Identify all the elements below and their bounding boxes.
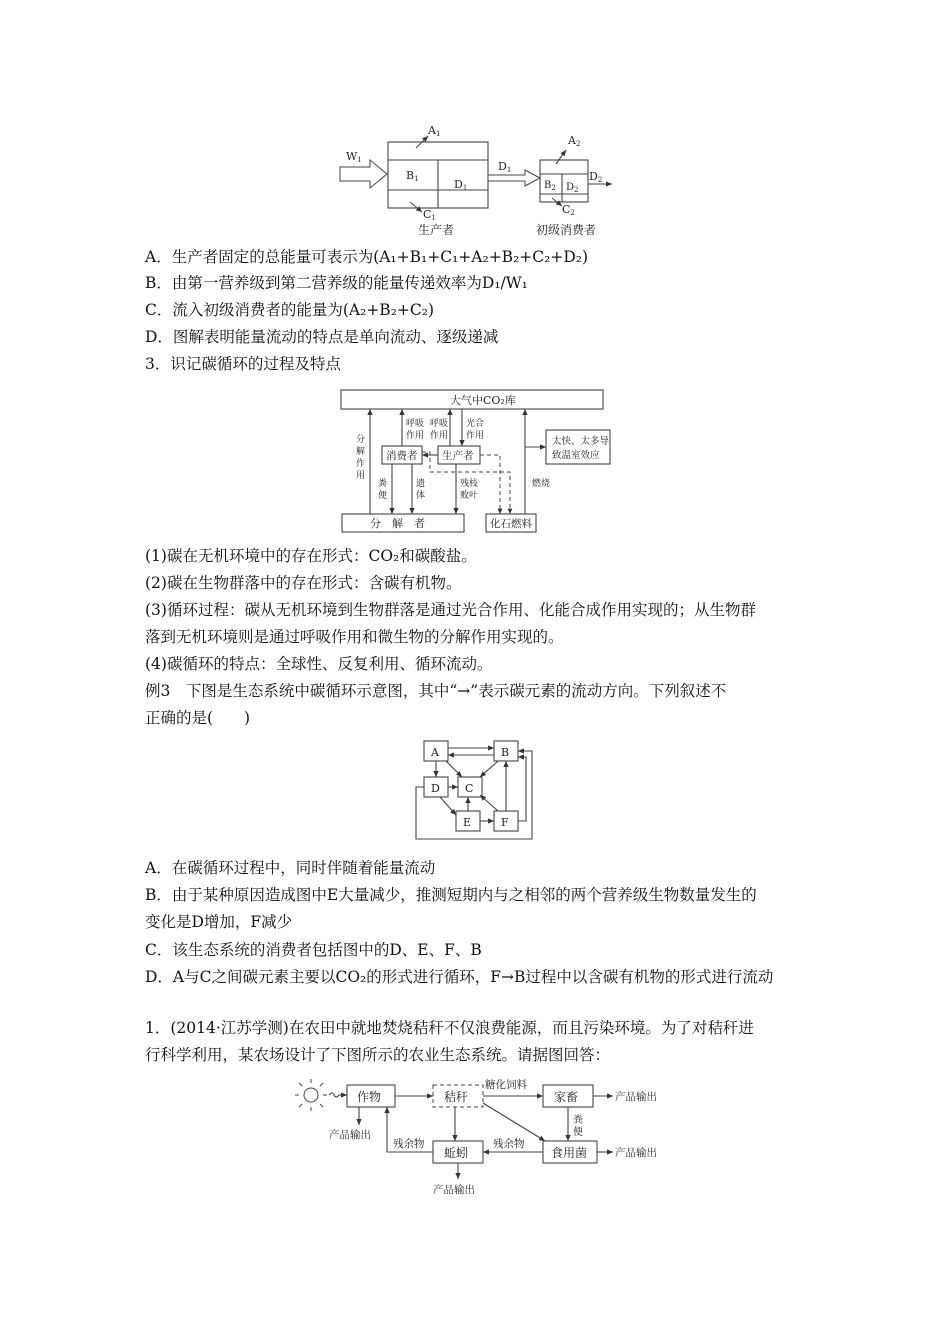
svg-text:粪: 粪	[378, 479, 388, 489]
svg-text:用: 用	[356, 471, 366, 481]
svg-text:秸秆: 秸秆	[444, 1090, 469, 1104]
point-3-line-1: (3)循环过程：碳从无机环境到生物群落是通过光合作用、化能合成作用实现的；从生物群	[145, 601, 756, 619]
svg-text:产品输出: 产品输出	[329, 1129, 371, 1141]
q2-option-d: D．图解表明能量流动的特点是单向流动、逐级递减	[145, 328, 499, 346]
primary-consumer-caption: 初级消费者	[536, 223, 597, 237]
svg-text:E: E	[463, 816, 472, 829]
example-3-line-2: 正确的是( )	[145, 709, 251, 727]
d2-box-label: $D_2$	[566, 182, 579, 194]
svg-text:F: F	[501, 816, 509, 829]
point-1: (1)碳在无机环境中的存在形式：CO₂和碳酸盐。	[145, 547, 477, 565]
svg-text:蚯蚓: 蚯蚓	[444, 1146, 469, 1160]
svg-text:B: B	[501, 746, 510, 759]
svg-text:作: 作	[356, 459, 366, 469]
svg-text:光合: 光合	[466, 419, 485, 429]
ex3-option-b-line-1: B．由于某种原因造成图中E大量减少，推测短期内与之相邻的两个营养级生物数量发生的	[145, 886, 757, 904]
point-2: (2)碳在生物群落中的存在形式：含碳有机物。	[145, 574, 462, 592]
svg-text:作用: 作用	[406, 431, 425, 441]
svg-text:食用菌: 食用菌	[551, 1146, 588, 1160]
svg-text:致温室效应: 致温室效应	[552, 450, 600, 461]
b1-label: B1	[406, 169, 419, 183]
svg-text:残余物: 残余物	[493, 1138, 525, 1150]
a1-label: A1	[428, 124, 441, 138]
svg-text:家畜: 家畜	[554, 1090, 579, 1104]
agro-ecosystem-diagram	[295, 1075, 665, 1205]
w1-label: W1	[346, 150, 362, 164]
b2-label: $B_2$	[544, 180, 556, 192]
question-1-line-1: 1．(2014·江苏学测)在农田中就地焚烧秸秆不仅浪费能源，而且污染环境。为了对秸秆进	[145, 1019, 754, 1037]
svg-text:残余物: 残余物	[393, 1138, 425, 1150]
ex3-option-d: D．A与C之间碳元素主要以CO₂的形式进行循环，F→B过程中以含碳有机物的形式进行流动	[145, 968, 774, 986]
c1-label: C1	[423, 208, 436, 222]
q2-option-a: A．生产者固定的总能量可表示为(A₁+B₁+C₁+A₂+B₂+C₂+D₂)	[145, 248, 589, 266]
q2-option-b: B．由第一营养级到第二营养级的能量传递效率为D₁/W₁	[145, 274, 528, 292]
svg-text:D: D	[431, 782, 440, 795]
d1-label: D1	[498, 160, 512, 174]
carbon-cycle-diagram	[340, 388, 620, 538]
svg-text:A: A	[431, 746, 439, 759]
w1-input-arrow	[340, 160, 387, 188]
svg-text:太快、太多导: 太快、太多导	[552, 436, 610, 447]
ex3-option-a: A．在碳循环过程中，同时伴随着能量流动	[145, 859, 436, 877]
svg-text:败叶: 败叶	[460, 491, 479, 501]
sun-icon	[295, 1079, 327, 1111]
svg-text:作物: 作物	[357, 1090, 382, 1104]
point-3-line-2: 落到无机环境则是通过呼吸作用和微生物的分解作用实现的。	[145, 628, 564, 646]
ex3-option-c: C．该生态系统的消费者包括图中的D、E、F、B	[145, 941, 482, 959]
svg-text:化石燃料: 化石燃料	[490, 518, 532, 530]
svg-text:体: 体	[416, 491, 426, 501]
ex3-option-b-line-2: 变化是D增加，F减少	[145, 913, 293, 931]
carbon-cycle-abcdef-diagram	[410, 735, 550, 850]
svg-text:产品输出: 产品输出	[615, 1147, 657, 1159]
point-4: (4)碳循环的特点：全球性、反复利用、循环流动。	[145, 655, 493, 673]
svg-text:大气中CO₂库: 大气中CO₂库	[450, 394, 516, 407]
svg-text:糖化饲料: 糖化饲料	[485, 1079, 527, 1091]
svg-text:残枝: 残枝	[460, 479, 479, 489]
question-1-line-2: 行科学利用，某农场设计了下图所示的农业生态系统。请据图回答：	[145, 1046, 611, 1064]
example-3-line-1: 例3 下图是生态系统中碳循环示意图，其中“→”表示碳元素的流动方向。下列叙述不	[145, 682, 727, 700]
d2-label: D2	[589, 170, 603, 184]
svg-text:遗: 遗	[416, 479, 426, 489]
section-3-title: 3．识记碳循环的过程及特点	[145, 355, 341, 373]
q2-option-c: C．流入初级消费者的能量为(A₂+B₂+C₂)	[145, 301, 435, 319]
svg-text:燃烧: 燃烧	[532, 479, 551, 489]
svg-text:消费者: 消费者	[386, 450, 418, 462]
d1-box-label: D1	[454, 178, 468, 192]
svg-text:分 解 者: 分 解 者	[370, 517, 425, 530]
svg-text:C: C	[465, 782, 474, 795]
svg-text:产品输出: 产品输出	[615, 1091, 657, 1103]
svg-text:作用: 作用	[466, 431, 485, 441]
producer-caption: 生产者	[418, 223, 455, 237]
svg-text:粪: 粪	[573, 1115, 583, 1126]
energy-flow-diagram	[330, 122, 630, 242]
a2-label: A2	[568, 134, 581, 148]
svg-text:产品输出: 产品输出	[433, 1184, 475, 1196]
svg-text:作用: 作用	[430, 431, 449, 441]
d1-arrow	[488, 170, 540, 186]
svg-text:分: 分	[356, 435, 366, 445]
svg-text:解: 解	[356, 447, 366, 457]
svg-text:便: 便	[573, 1127, 583, 1138]
c2-label: C2	[562, 203, 575, 217]
svg-text:生产者: 生产者	[442, 450, 474, 462]
svg-text:呼吸: 呼吸	[430, 419, 449, 429]
svg-text:呼吸: 呼吸	[406, 419, 425, 429]
svg-text:便: 便	[378, 491, 388, 501]
